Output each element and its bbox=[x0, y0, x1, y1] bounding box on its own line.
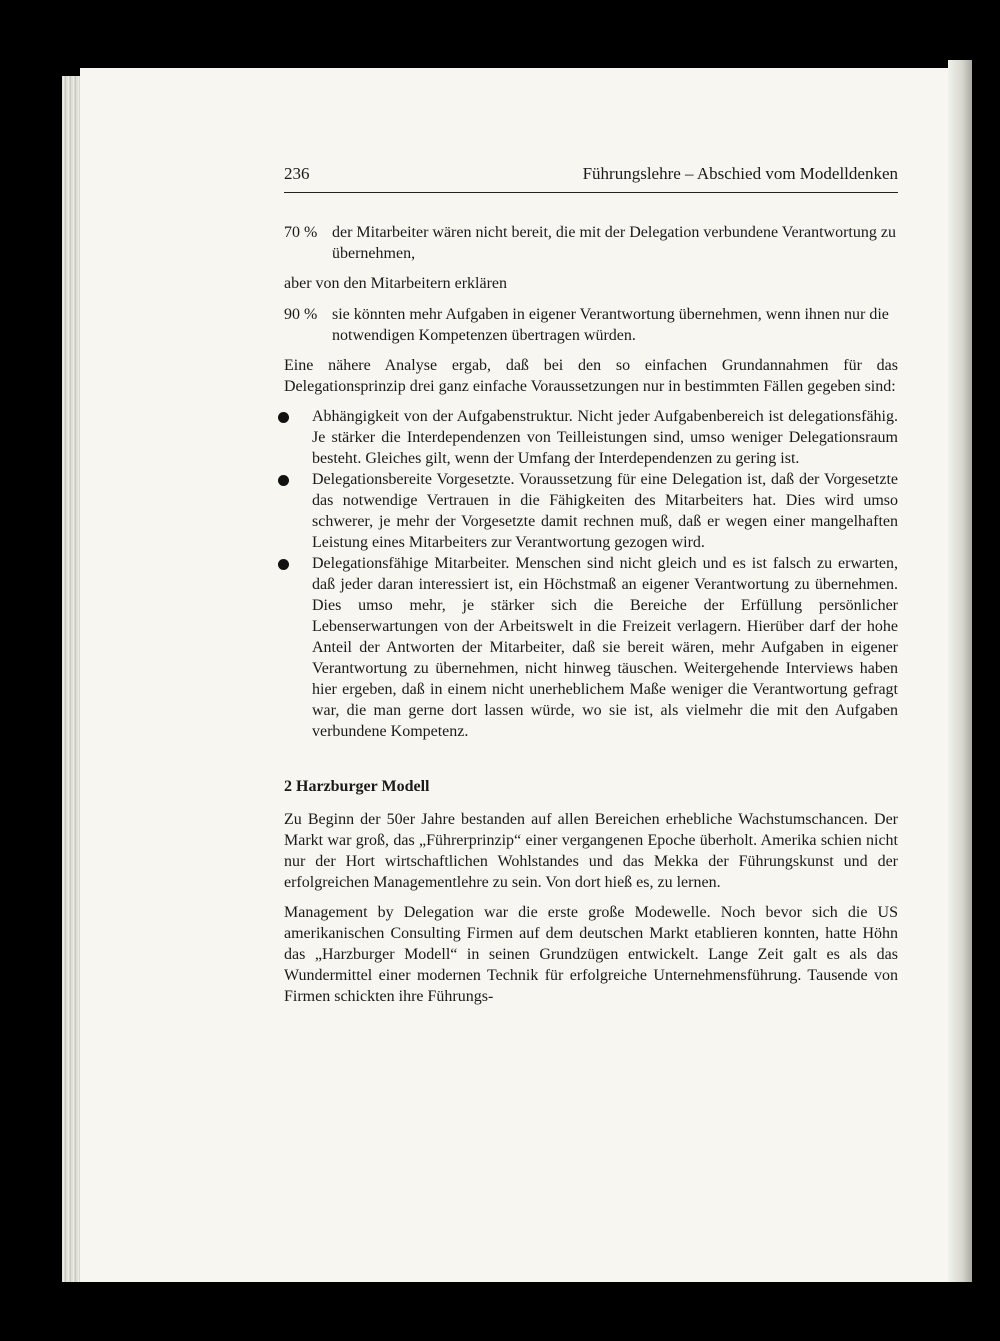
statistic-90 bbox=[284, 304, 898, 346]
running-header bbox=[284, 160, 898, 193]
bullet-text: Delegationsfähige Mitarbeiter. Menschen sind nicht gleich und es ist falsch zu erwarten, daß jeder daran interessiert ist, ein Höchstmaß an eigener Verantwortung zu übernehmen. Dies umso mehr, je stärker sich die Bereiche der Erfüllung persönlicher Lebenserwartungen von der Arbeitswelt in die Freizeit verlagern. Hierüber darf der hohe Anteil der Antworten der Mitarbeiter, daß sie bereit wären, mehr Aufgaben in eigener Verantwortung zu übernehmen, nicht hinweg täuschen. Weitergehende Interviews haben hier ergeben, daß in einem nicht unerheblichem Maße weniger die Verantwortung gefragt war, die man gerne dort lassen würde, wo sie ist, als vielmehr die mit den Aufgaben verbundene Kompetenz. bbox=[312, 555, 898, 740]
section-paragraph: Zu Beginn der 50er Jahre bestanden auf allen Bereichen erhebliche Wachstumschancen. Der Markt war groß, das „Führerprinzip“ einer vergangenen Epoche überholt. Amerika schien nicht nur der Hort wirtschaftlichen Wohlstandes und das Mekka der Führungskunst und der erfolgreichen Managementlehre zu sein. Von dort hieß es, zu lernen. bbox=[284, 811, 898, 891]
connector-line: aber von den Mitarbeitern erklären bbox=[284, 275, 508, 292]
bullet-icon bbox=[278, 412, 289, 423]
bullet-text: Abhängigkeit von der Aufgabenstruktur. Nicht jeder Aufgabenbereich ist delegationsfähig. Je stärker die Interdependenzen von Teilleistungen sind, umso weniger Delegationsraum besteht. Gleiches gilt, wenn der Umfang der Interdependenzen zu gering ist. bbox=[312, 408, 898, 467]
bullet-text: Delegationsbereite Vorgesetzte. Voraussetzung für eine Delegation ist, daß der Vorgesetzte das notwendige Vertrauen in die Fähigkeiten des Mitarbeiters hat. Dies wird umso schwerer, je mehr der Vorgesetzte damit rechnen muß, daß er wegen einer mangelhaften Leistung eines Mitarbeiters zur Verantwortung gezogen wird. bbox=[312, 471, 898, 551]
section-paragraph: Management by Delegation war die erste große Modewelle. Noch bevor sich die US amerikanischen Consulting Firmen auf dem deutschen Markt etablieren konnten, hatte Höhn das „Harzburger Modell“ in seinen Grundzügen entwickelt. Lange Zeit galt es als das Wundermittel einer modernen Technik für erfolgreiche Unternehmensführung. Tausende von Firmen schickten ihre Führungs- bbox=[284, 904, 898, 1005]
bullet-item bbox=[284, 406, 898, 469]
running-title: Führungslehre – Abschied vom Modelldenken bbox=[582, 164, 898, 183]
bullet-icon bbox=[278, 559, 289, 570]
bullet-item bbox=[284, 553, 898, 742]
section-heading: 2 Harzburger Modell bbox=[284, 778, 430, 795]
book-right-edge bbox=[948, 60, 972, 1282]
bullet-list bbox=[284, 406, 898, 742]
bullet-icon bbox=[278, 475, 289, 486]
bullet-item bbox=[284, 469, 898, 553]
page-number: 236 bbox=[284, 164, 310, 183]
analysis-paragraph: Eine nähere Analyse ergab, daß bei den so einfachen Grundannahmen für das Delegationsprinzip drei ganz einfache Voraussetzungen nur in bestimmten Fällen gegeben sind: bbox=[284, 357, 898, 395]
statistic-percent: 90 % bbox=[284, 306, 318, 323]
statistic-percent: 70 % bbox=[284, 224, 318, 241]
page-body bbox=[284, 222, 898, 1016]
statistic-text: der Mitarbeiter wären nicht bereit, die mit der Delegation verbundene Verantwortung zu übernehmen, bbox=[332, 224, 896, 262]
statistic-text: sie könnten mehr Aufgaben in eigener Verantwortung übernehmen, wenn ihnen nur die notwendigen Kompetenzen übertragen würden. bbox=[332, 306, 889, 344]
statistic-70 bbox=[284, 222, 898, 264]
